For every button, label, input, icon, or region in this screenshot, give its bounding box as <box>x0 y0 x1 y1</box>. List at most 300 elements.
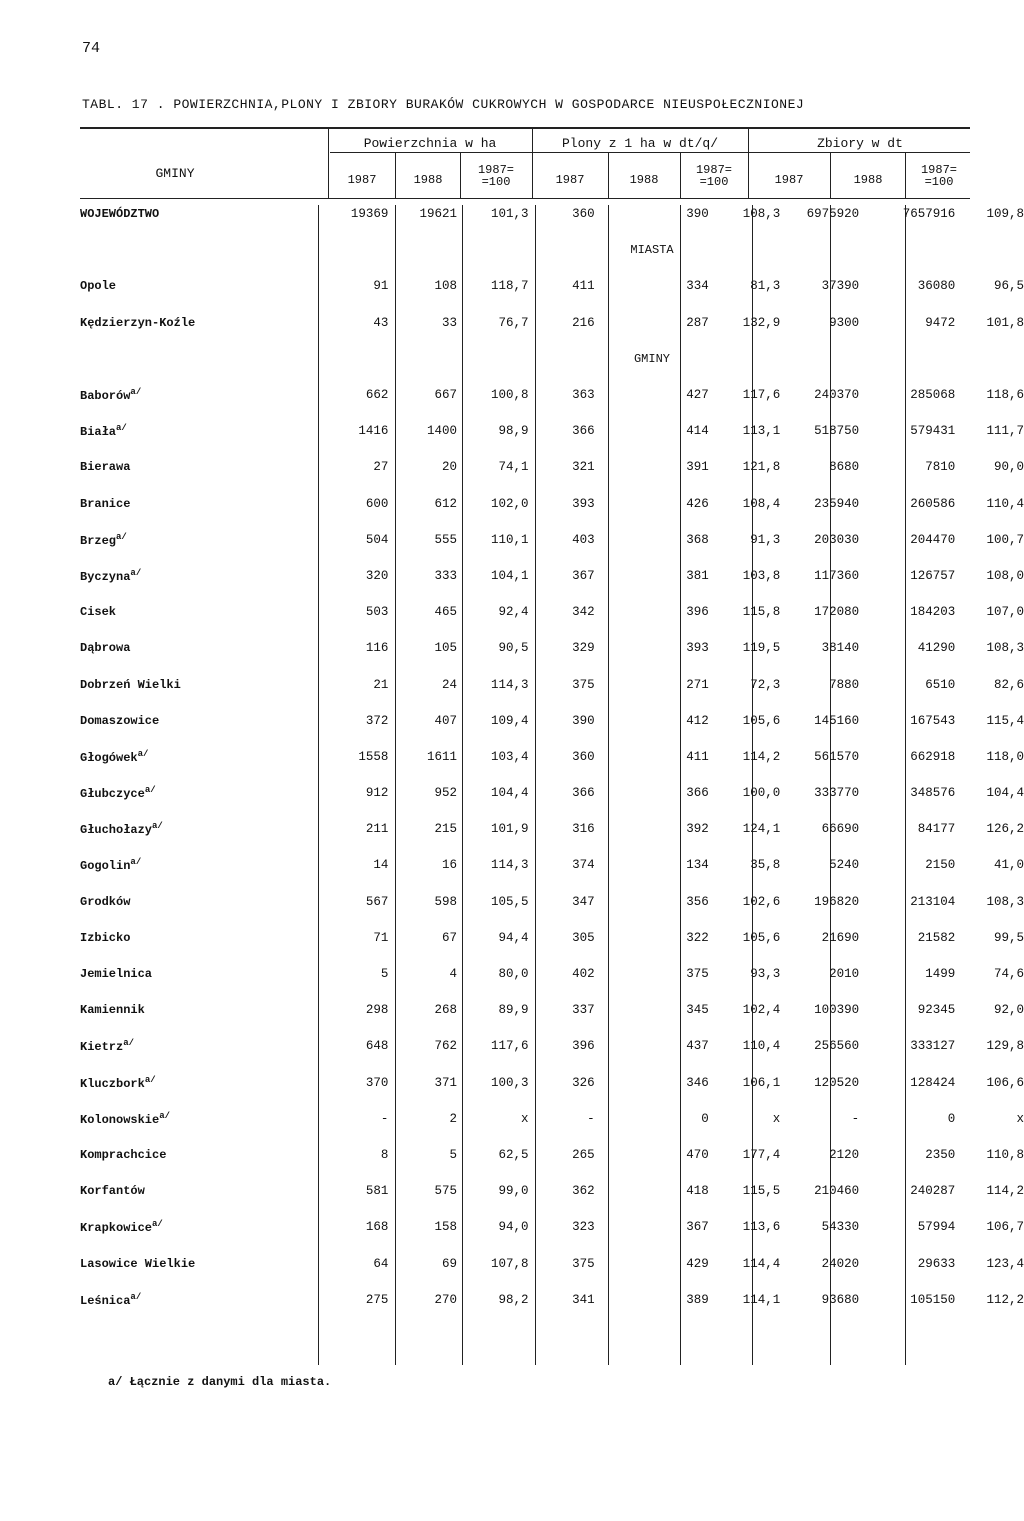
header-index-bottom: =100 <box>699 175 729 189</box>
gmina-row <box>80 775 1024 811</box>
table-cell: 1499 <box>925 967 956 982</box>
table-cell: 106,6 <box>986 1075 1024 1090</box>
table-cell: 662918 <box>910 749 956 764</box>
table-cell: 366 <box>572 786 595 801</box>
row-label-text: Biała <box>80 425 117 440</box>
table-cell: 20 <box>441 460 457 475</box>
table-cell: 124,1 <box>742 822 781 837</box>
table-cell: 108,3 <box>986 894 1024 909</box>
header-top-rule <box>80 127 970 129</box>
table-cell: 91 <box>373 279 389 294</box>
gmina-row <box>80 847 1024 883</box>
gmina-row <box>80 1173 1024 1209</box>
header-divider <box>460 153 461 198</box>
table-cell: 101,8 <box>986 315 1024 330</box>
table-cell: - <box>380 1111 389 1126</box>
gmina-row <box>80 992 1024 1028</box>
header-divider <box>395 153 396 198</box>
table-cell: 115,8 <box>742 605 781 620</box>
table-cell: - <box>851 1111 860 1126</box>
row-label-text: Korfantów <box>80 1184 145 1199</box>
table-cell: 210460 <box>814 1184 860 1199</box>
table-cell: x <box>521 1111 529 1126</box>
gmina-row <box>80 666 1024 702</box>
table-cell: 0 <box>947 1111 956 1126</box>
table-cell: 321 <box>572 460 595 475</box>
table-cell: 114,2 <box>986 1184 1024 1199</box>
table-cell: 366 <box>572 424 595 439</box>
city-row <box>80 268 1024 304</box>
row-label <box>80 377 320 413</box>
table-cell: 100,3 <box>491 1075 529 1090</box>
table-cell: 114,1 <box>742 1292 781 1307</box>
table-cell: 5 <box>380 967 389 982</box>
table-cell: 92345 <box>917 1003 956 1018</box>
table-cell: 119,5 <box>742 641 781 656</box>
table-cell: 360 <box>572 207 595 222</box>
table-cell: 117360 <box>814 568 860 583</box>
table-cell: 648 <box>365 1039 389 1054</box>
row-label-text: Opole <box>80 279 117 294</box>
table-cell: 256560 <box>814 1039 860 1054</box>
table-cell: 89,9 <box>498 1003 529 1018</box>
row-label <box>80 703 320 739</box>
footnote-marker: a/ <box>123 1038 135 1049</box>
row-label <box>80 1209 320 1245</box>
table-cell: 470 <box>686 1147 709 1162</box>
row-label <box>80 449 320 485</box>
table-cell: x <box>1016 1111 1024 1126</box>
row-label-text: WOJEWÓDZTWO <box>80 207 160 222</box>
table-cell: 64 <box>373 1256 389 1271</box>
row-label <box>80 630 320 666</box>
table-cell: 110,4 <box>986 496 1024 511</box>
table-cell: 69 <box>441 1256 457 1271</box>
table-cell: 366 <box>686 786 709 801</box>
table-cell: 117,6 <box>742 388 781 403</box>
table-cell: 41,0 <box>993 858 1024 873</box>
header-divider <box>905 153 906 198</box>
table-cell: 118,0 <box>986 749 1024 764</box>
table-cell: 94,0 <box>498 1220 529 1235</box>
table-cell: 108 <box>434 279 457 294</box>
table-cell: 93680 <box>821 1292 860 1307</box>
table-cell: 105 <box>434 641 457 656</box>
table-cell: 381 <box>686 568 709 583</box>
table-cell: 105,6 <box>742 930 781 945</box>
gmina-row <box>80 1065 1024 1101</box>
header-divider <box>830 153 831 198</box>
table-cell: 184203 <box>910 605 956 620</box>
table-cell: x <box>772 1111 781 1126</box>
table-cell: 107,0 <box>986 605 1024 620</box>
table-cell: 106,7 <box>986 1220 1024 1235</box>
header-yield-index <box>682 164 746 188</box>
row-label-text: Kamiennik <box>80 1003 145 1018</box>
table-cell: 21582 <box>917 930 956 945</box>
table-cell: 100,0 <box>742 786 781 801</box>
row-label-text: Grodków <box>80 894 131 909</box>
row-label <box>80 739 320 775</box>
gmina-row <box>80 1137 1024 1173</box>
table-cell: 113,6 <box>742 1220 781 1235</box>
table-cell: 342 <box>572 605 595 620</box>
header-area-1987: 1987 <box>347 173 377 187</box>
table-cell: 67 <box>441 930 457 945</box>
table-cell: 101,9 <box>491 822 529 837</box>
gmina-row <box>80 377 1024 413</box>
header-index-bottom: =100 <box>481 175 511 189</box>
table-cell: 145160 <box>814 713 860 728</box>
table-cell: 4 <box>449 967 457 982</box>
table-cell: 575 <box>434 1184 457 1199</box>
header-yield-1988: 1988 <box>629 173 659 187</box>
header-divider <box>748 128 749 198</box>
table-cell: 240370 <box>814 388 860 403</box>
table-cell: 411 <box>572 279 595 294</box>
row-label-text: Baborów <box>80 389 131 404</box>
table-cell: 268 <box>434 1003 457 1018</box>
table-cell: 99,5 <box>993 930 1024 945</box>
row-label <box>80 594 320 630</box>
row-label-text: Kluczbork <box>80 1076 145 1091</box>
row-label <box>80 268 320 304</box>
table-cell: 5240 <box>829 858 860 873</box>
row-label <box>80 1028 320 1064</box>
table-cell: 316 <box>572 822 595 837</box>
table-cell: 215 <box>434 822 457 837</box>
table-cell: 411 <box>686 749 709 764</box>
table-cell: 390 <box>572 713 595 728</box>
table-cell: 333770 <box>814 786 860 801</box>
header-index-bottom: =100 <box>924 175 954 189</box>
table-cell: 389 <box>686 1292 709 1307</box>
gmina-row <box>80 956 1024 992</box>
table-cell: 128424 <box>910 1075 956 1090</box>
row-label <box>80 1173 320 1209</box>
table-cell: 104,4 <box>986 786 1024 801</box>
gmina-row <box>80 920 1024 956</box>
table-cell: 129,8 <box>986 1039 1024 1054</box>
table-cell: 418 <box>686 1184 709 1199</box>
table-cell: 114,2 <box>742 749 781 764</box>
footnote-marker: a/ <box>116 423 127 434</box>
footnote-marker: a/ <box>116 531 127 542</box>
row-label-text: Brzeg <box>80 533 117 548</box>
row-label-text: Bierawa <box>80 460 131 475</box>
table-cell: 158 <box>434 1220 457 1235</box>
table-cell: 126,2 <box>986 822 1024 837</box>
row-label <box>80 522 320 558</box>
gmina-row <box>80 1245 1024 1281</box>
table-cell: 275 <box>365 1292 389 1307</box>
table-cell: 203030 <box>814 532 860 547</box>
table-cell: 270 <box>434 1292 457 1307</box>
table-cell: 374 <box>572 858 595 873</box>
table-cell: 323 <box>572 1220 595 1235</box>
table-cell: 102,0 <box>491 496 529 511</box>
section-label: GMINY <box>633 351 670 366</box>
row-label <box>80 992 320 1028</box>
table-cell: 2150 <box>925 858 956 873</box>
header-yield: Plony z 1 ha w dt/q/ <box>561 136 719 151</box>
table-cell: 105150 <box>910 1292 956 1307</box>
row-label-text: Domaszowice <box>80 713 160 728</box>
table-cell: 126757 <box>910 568 956 583</box>
row-label <box>80 956 320 992</box>
table-cell: 115,5 <box>742 1184 781 1199</box>
table-cell: 393 <box>572 496 595 511</box>
table-cell: 396 <box>572 1039 595 1054</box>
table-cell: 612 <box>434 496 457 511</box>
page-number: 74 <box>82 40 101 57</box>
header-group-rule <box>330 152 970 153</box>
table-cell: 29633 <box>917 1256 956 1271</box>
row-label <box>80 811 320 847</box>
section-heading-gminy <box>80 341 1024 377</box>
gmina-row <box>80 594 1024 630</box>
gmina-row <box>80 1282 1024 1318</box>
table-cell: 9300 <box>829 315 860 330</box>
row-label <box>80 847 320 883</box>
gmina-row <box>80 1028 1024 1064</box>
table-cell: 37390 <box>821 279 860 294</box>
table-cell: 371 <box>434 1075 457 1090</box>
footnote-marker: a/ <box>152 821 163 832</box>
table-cell: 662 <box>365 388 389 403</box>
table-cell: 36080 <box>917 279 956 294</box>
table-cell: 322 <box>686 930 709 945</box>
table-cell: 33 <box>441 315 457 330</box>
table-cell: 92,4 <box>498 605 529 620</box>
table-cell: 391 <box>686 460 709 475</box>
table-cell: 407 <box>434 713 457 728</box>
table-cell: 117,6 <box>491 1039 529 1054</box>
table-cell: 167543 <box>910 713 956 728</box>
table-cell: 518750 <box>814 424 860 439</box>
row-label-text: Cisek <box>80 605 117 620</box>
table-cell: 216 <box>572 315 595 330</box>
table-cell: 41290 <box>917 641 956 656</box>
row-label <box>80 1137 320 1173</box>
header-yield-1987: 1987 <box>555 173 585 187</box>
row-label <box>80 413 320 449</box>
gmina-row <box>80 1101 1024 1137</box>
row-label-text: Gogolin <box>80 859 131 874</box>
row-label <box>80 884 320 920</box>
table-cell: 375 <box>686 967 709 982</box>
footnote-marker: a/ <box>152 1219 163 1230</box>
table-cell: 196820 <box>814 894 860 909</box>
table-cell: 265 <box>572 1147 595 1162</box>
row-label-text: Byczyna <box>80 569 131 584</box>
table-cell: 370 <box>365 1075 389 1090</box>
row-label <box>80 1065 320 1101</box>
table-cell: 465 <box>434 605 457 620</box>
table-cell: 54330 <box>821 1220 860 1235</box>
gmina-row <box>80 1209 1024 1245</box>
gmina-row <box>80 486 1024 522</box>
table-cell: 346 <box>686 1075 709 1090</box>
table-cell: 123,4 <box>986 1256 1024 1271</box>
table-cell: 38140 <box>821 641 860 656</box>
table-cell: 24 <box>441 677 457 692</box>
table-cell: 7810 <box>925 460 956 475</box>
table-cell: 103,8 <box>742 568 781 583</box>
header-harvest-1987: 1987 <box>774 173 804 187</box>
table-cell: 62,5 <box>498 1147 529 1162</box>
table-cell: 403 <box>572 532 595 547</box>
header-gminy: GMINY <box>155 166 195 181</box>
header-harvest-index <box>907 164 971 188</box>
table-cell: 427 <box>686 388 709 403</box>
table-cell: 213104 <box>910 894 956 909</box>
table-cell: 14 <box>373 858 389 873</box>
table-cell: 21 <box>373 677 389 692</box>
header-divider <box>328 128 329 198</box>
table-cell: 375 <box>572 1256 595 1271</box>
table-cell: 101,3 <box>491 207 529 222</box>
table-cell: 2 <box>449 1111 457 1126</box>
table-cell: 347 <box>572 894 595 909</box>
table-cell: 1611 <box>426 749 457 764</box>
table-cell: 360 <box>572 749 595 764</box>
table-cell: 6510 <box>925 677 956 692</box>
table-cell: 91,3 <box>750 532 781 547</box>
row-label <box>80 666 320 702</box>
table-cell: 110,1 <box>491 532 529 547</box>
table-cell: 108,0 <box>986 568 1024 583</box>
table-cell: 109,8 <box>986 207 1024 222</box>
table-cell: 271 <box>686 677 709 692</box>
table-cell: 100390 <box>814 1003 860 1018</box>
table-cell: 27 <box>373 460 389 475</box>
table-cell: 90,5 <box>498 641 529 656</box>
table-cell: 1400 <box>426 424 457 439</box>
table-cell: 6975920 <box>806 207 860 222</box>
table-cell: 298 <box>365 1003 389 1018</box>
table-cell: 103,4 <box>491 749 529 764</box>
header-harvest-1988: 1988 <box>853 173 883 187</box>
table-cell: 134 <box>686 858 709 873</box>
table-cell: 108,4 <box>742 496 781 511</box>
table-cell: 326 <box>572 1075 595 1090</box>
table-cell: 109,4 <box>491 713 529 728</box>
table-cell: 106,1 <box>742 1075 781 1090</box>
table-cell: 110,4 <box>742 1039 781 1054</box>
voivodeship-row <box>80 196 1024 232</box>
row-label-text: Głogówek <box>80 750 138 765</box>
table-cell: 92,0 <box>993 1003 1024 1018</box>
table-cell: 80,0 <box>498 967 529 982</box>
table-cell: 100,7 <box>986 532 1024 547</box>
gmina-row <box>80 703 1024 739</box>
header-index-top: 1987= <box>477 163 514 177</box>
table-cell: 132,9 <box>742 315 781 330</box>
table-cell: 104,1 <box>491 568 529 583</box>
table-cell: 555 <box>434 532 457 547</box>
table-cell: 2120 <box>829 1147 860 1162</box>
table-cell: 72,3 <box>750 677 781 692</box>
row-label-text: Jemielnica <box>80 967 153 982</box>
table-cell: 334 <box>686 279 709 294</box>
table-cell: 368 <box>686 532 709 547</box>
row-label-text: Kietrz <box>80 1040 124 1055</box>
header-area: Powierzchnia w ha <box>363 136 497 151</box>
table-cell: 561570 <box>814 749 860 764</box>
row-label-text: Branice <box>80 496 131 511</box>
table-cell: 74,1 <box>498 460 529 475</box>
table-cell: 367 <box>686 1220 709 1235</box>
table-cell: 2350 <box>925 1147 956 1162</box>
table-cell: 367 <box>572 568 595 583</box>
table-cell: 5 <box>449 1147 457 1162</box>
footnote-marker: a/ <box>130 857 142 868</box>
row-label <box>80 486 320 522</box>
table-cell: 396 <box>686 605 709 620</box>
table-cell: 116 <box>365 641 389 656</box>
gmina-row <box>80 811 1024 847</box>
table-cell: 16 <box>441 858 457 873</box>
table-cell: 356 <box>686 894 709 909</box>
row-label <box>80 775 320 811</box>
table-cell: 8680 <box>829 460 860 475</box>
footnote-marker: a/ <box>159 1110 171 1121</box>
footnote-marker: a/ <box>130 387 142 398</box>
table-cell: 235940 <box>814 496 860 511</box>
table-cell: 100,8 <box>491 388 529 403</box>
table-cell: 333 <box>434 568 457 583</box>
table-cell: 2010 <box>829 967 860 982</box>
table-cell: 390 <box>686 207 709 222</box>
table-cell: 111,7 <box>986 424 1024 439</box>
table-cell: 912 <box>365 786 389 801</box>
table-cell: 341 <box>572 1292 595 1307</box>
table-cell: 426 <box>686 496 709 511</box>
table-cell: 402 <box>572 967 595 982</box>
gmina-row <box>80 884 1024 920</box>
table-cell: 74,6 <box>993 967 1024 982</box>
table-cell: 114,3 <box>491 677 529 692</box>
header-divider <box>608 153 609 198</box>
gmina-row <box>80 413 1024 449</box>
table-cell: 0 <box>701 1111 709 1126</box>
table-cell: 94,4 <box>498 930 529 945</box>
row-label <box>80 1101 320 1137</box>
header-divider <box>532 128 533 198</box>
table-cell: 24020 <box>821 1256 860 1271</box>
table-cell: 112,2 <box>986 1292 1024 1307</box>
table-cell: 177,4 <box>742 1147 781 1162</box>
table-cell: 114,4 <box>742 1256 781 1271</box>
row-label-text: Głuchołazy <box>80 823 153 838</box>
table-cell: 393 <box>686 641 709 656</box>
table-cell: 110,8 <box>986 1147 1024 1162</box>
table-cell: 348576 <box>910 786 956 801</box>
table-cell: 105,5 <box>491 894 529 909</box>
table-cell: 305 <box>572 930 595 945</box>
row-label-text: Krapkowice <box>80 1221 153 1236</box>
table-cell: 121,8 <box>742 460 781 475</box>
row-label-text: Głubczyce <box>80 787 145 802</box>
table-cell: 99,0 <box>498 1184 529 1199</box>
table-cell: 82,6 <box>993 677 1024 692</box>
table-cell: 84177 <box>917 822 956 837</box>
table-cell: 19369 <box>350 207 389 222</box>
table-cell: 43 <box>373 315 389 330</box>
section-heading-cities <box>80 232 1024 268</box>
table-cell: 504 <box>365 532 389 547</box>
